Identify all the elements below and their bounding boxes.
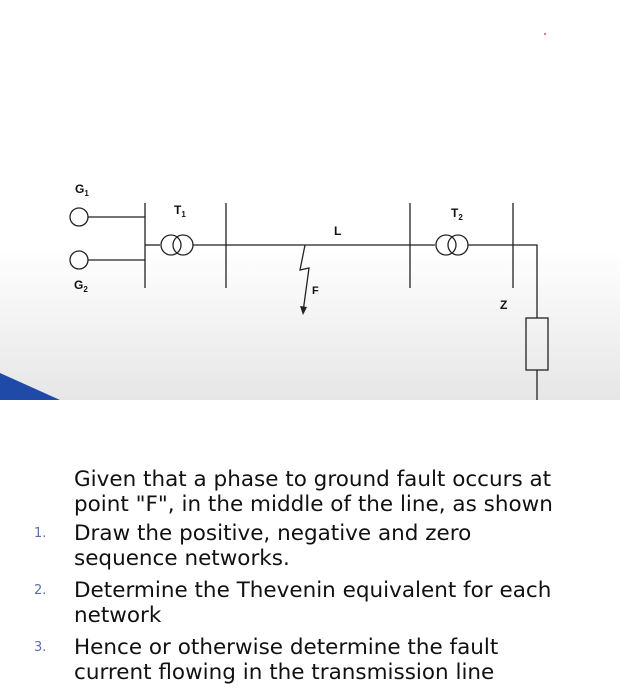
item-1-line-2: sequence networks. [74, 546, 290, 571]
label-fault: F [312, 285, 319, 297]
item-3-line-2: current flowing in the transmission line [74, 660, 495, 685]
item-1-number: 1. [34, 526, 47, 541]
label-g2: $G_2$ [74, 278, 88, 294]
transformer-t1-primary [161, 235, 181, 255]
red-marker-dot [544, 33, 546, 35]
transformer-t2-secondary [448, 235, 468, 255]
label-load: Z [500, 298, 508, 312]
item-1-line-1: Draw the positive, negative and zero [74, 521, 472, 546]
load-feeder [513, 245, 537, 318]
item-2-line-1: Determine the Thevenin equivalent for each [74, 578, 552, 603]
label-t1: $T_1$ [174, 203, 186, 219]
label-t2: $T_2$ [451, 206, 463, 222]
generator-g2 [70, 251, 88, 269]
item-3-number: 3. [34, 640, 47, 655]
transformer-t1-secondary [173, 235, 193, 255]
fault-symbol [300, 245, 309, 312]
problem-statement [0, 400, 620, 699]
item-3-line-1: Hence or otherwise determine the fault [74, 635, 499, 660]
item-2-number: 2. [34, 583, 47, 598]
label-line: L [334, 224, 342, 238]
intro-line-1: Given that a phase to ground fault occurs at [74, 467, 552, 492]
item-2-line-2: network [74, 603, 162, 628]
decorative-blue-wedge [0, 365, 60, 400]
generator-g1 [70, 208, 88, 226]
load-impedance [526, 318, 548, 370]
intro-line-2: point "F", in the middle of the line, as shown [74, 492, 553, 517]
fault-arrowhead [300, 306, 307, 315]
label-g1: $G_1$ [75, 182, 89, 198]
transformer-t2-primary [436, 235, 456, 255]
